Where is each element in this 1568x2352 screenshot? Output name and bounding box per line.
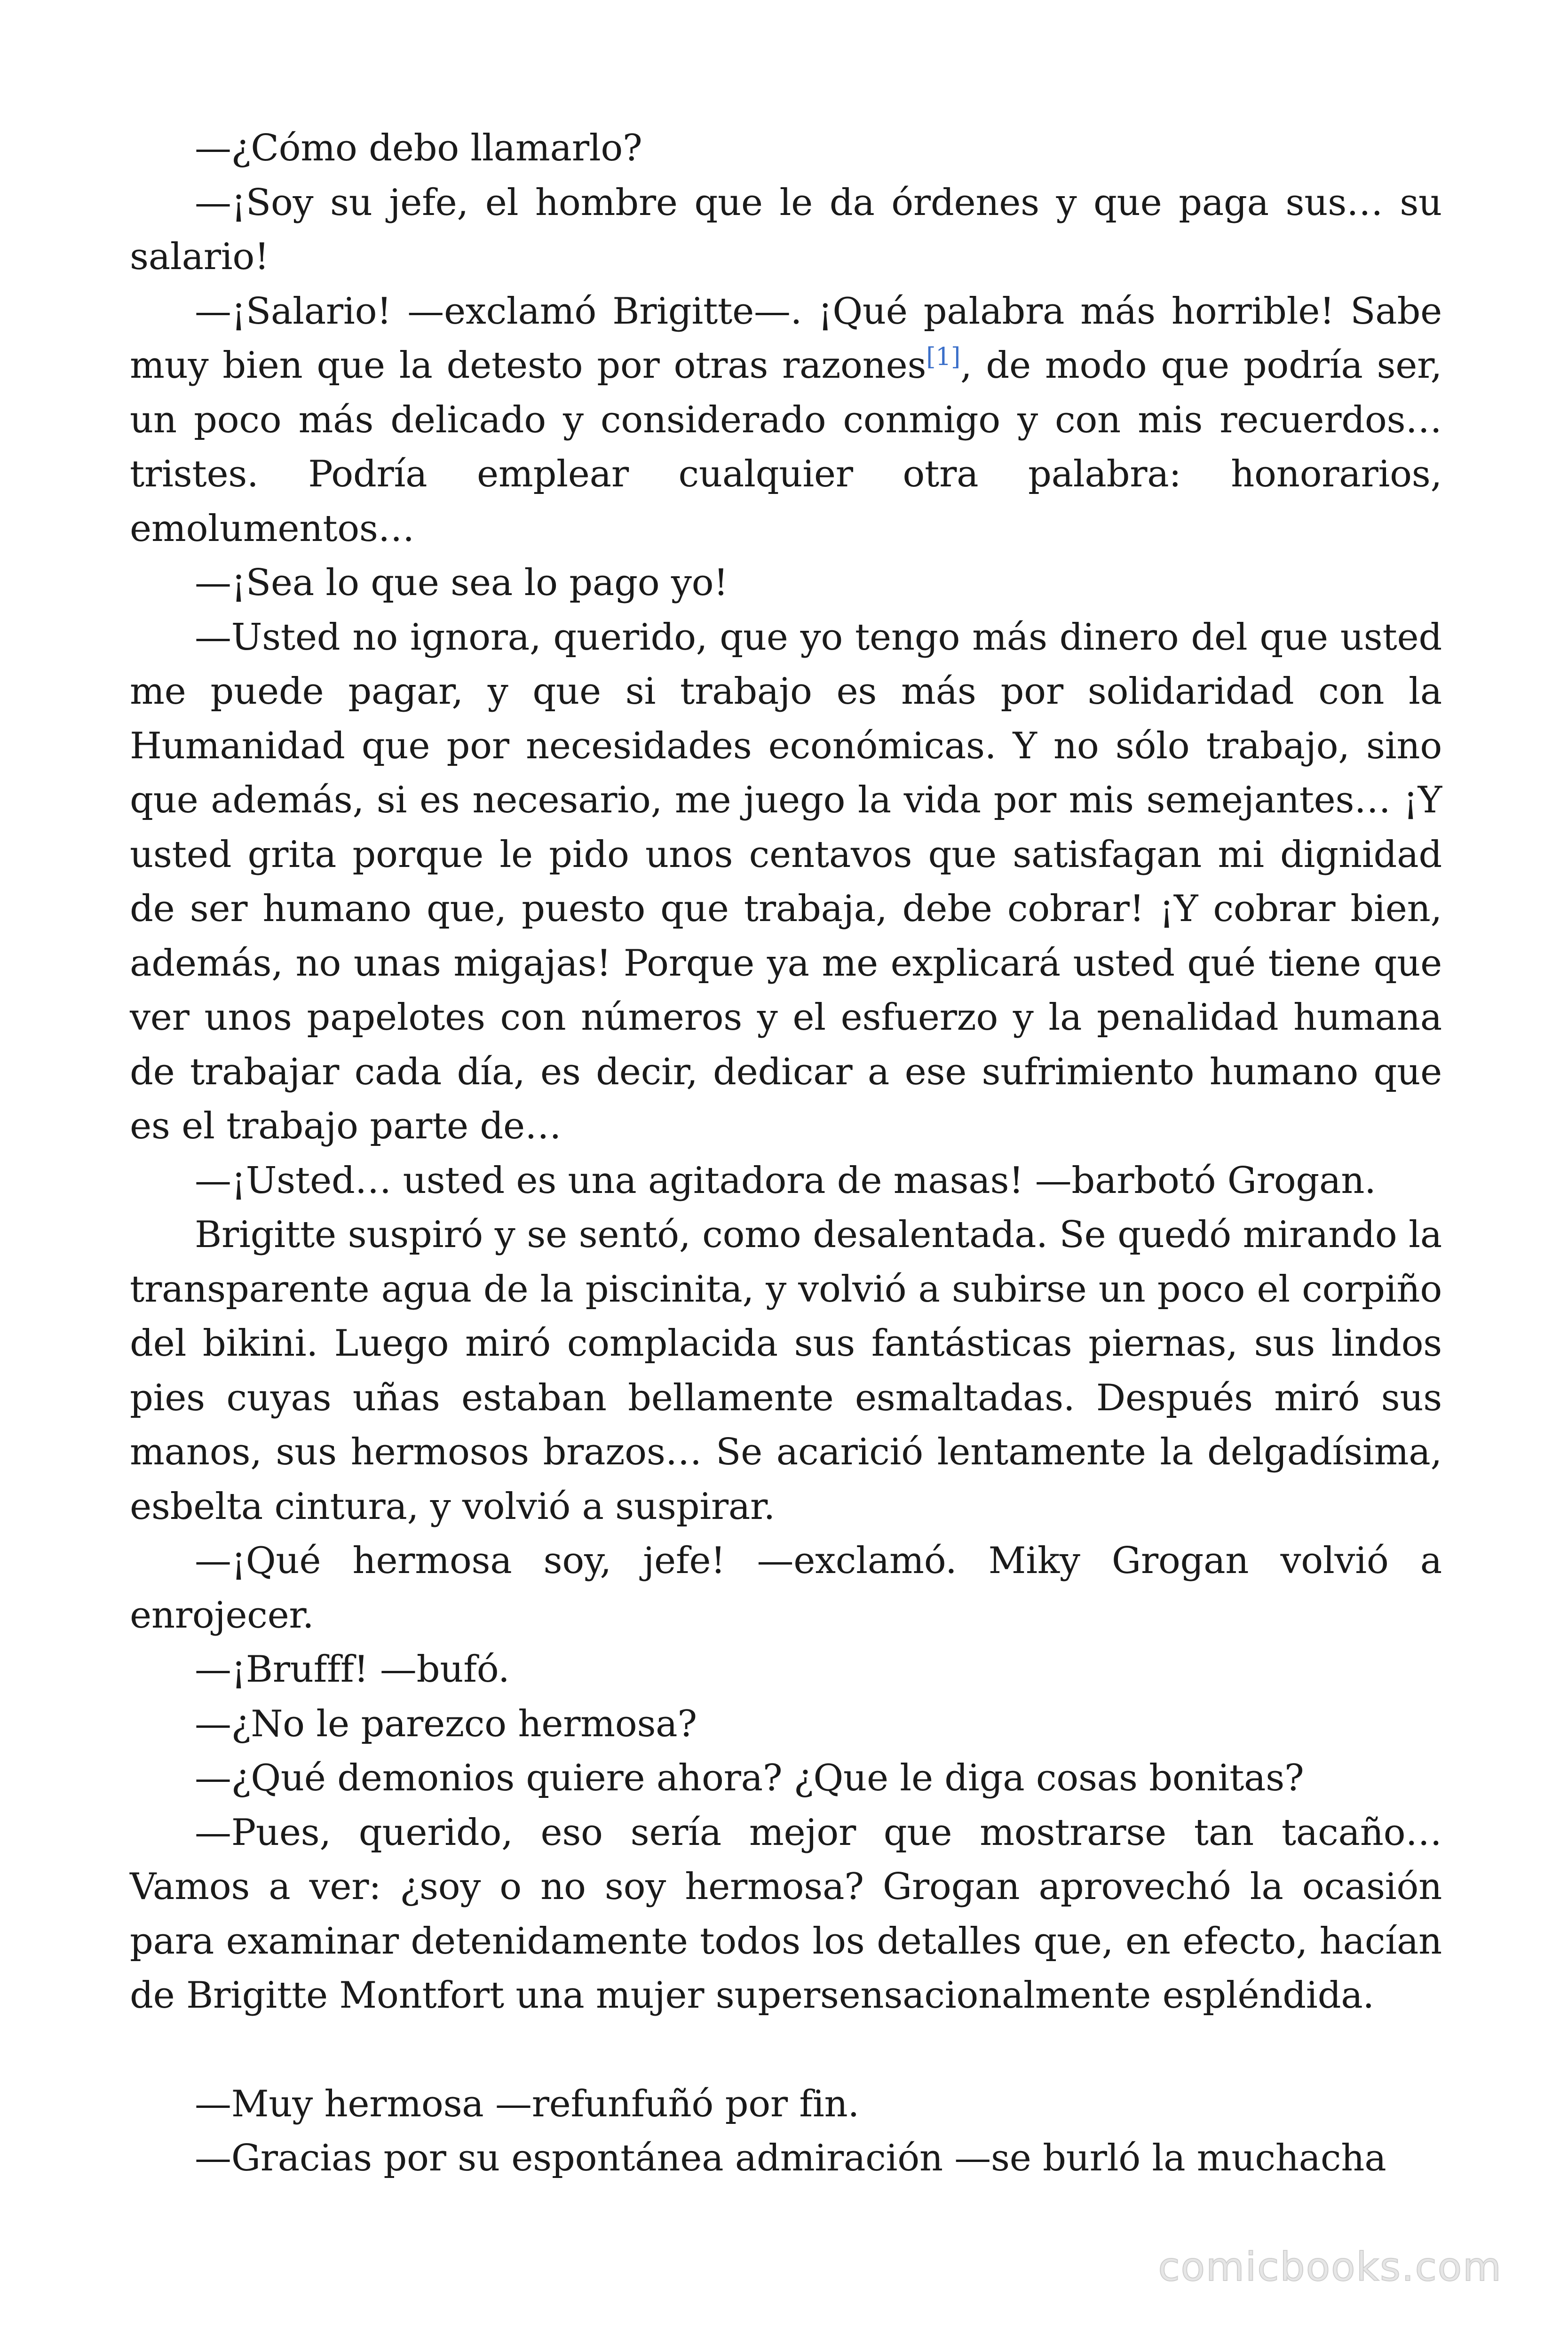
paragraph-continuation: , de modo que podría ser, un poco más delicado y considerado conmigo y con mis recuerdos… tristes. Podría emplear cualquier otra palabra: honorarios, emolumentos… <box>130 344 1442 550</box>
paragraph: Brigitte suspiró y se sentó, como desalentada. Se quedó mirando la transparente agua de la piscinita, y volvió a subirse un poco el corpiño del bikini. Luego miró complacida sus fantásticas piernas, sus lindos pies cuyas uñas estaban bellamente esmaltadas. Después miró sus manos, sus hermosos brazos… Se acarició lentamente la delgadísima, esbelta cintura, y volvió a suspirar. <box>130 1214 1442 1528</box>
paragraph-with-footnote <box>130 285 1442 556</box>
watermark-text: comicbooks.com <box>1158 2244 1502 2290</box>
paragraph: —¿No le parezco hermosa? <box>195 1702 697 1745</box>
paragraph: —Usted no ignora, querido, que yo tengo más dinero del que usted me puede pagar, y que si trabajo es más por solidaridad con la Humanidad que por necesidades económicas. Y no sólo trabajo, sino que además, si es necesario, me juego la vida por mis semejantes… ¡Y usted grita porque le pido unos centavos que satisfagan mi dignidad de ser humano que, puesto que trabaja, debe cobrar! ¡Y cobrar bien, además, no unas migajas! Porque ya me explicará usted qué tiene que ver unos papelotes con números y el esfuerzo y la penalidad humana de trabajar cada día, es decir, dedicar a ese sufrimiento humano que es el trabajo parte de… <box>130 616 1442 1147</box>
paragraph: —¡Sea lo que sea lo pago yo! <box>195 562 729 604</box>
body-text <box>130 121 1442 2186</box>
paragraph: —¡Brufff! —bufó. <box>195 1648 510 1691</box>
paragraph: —Gracias por su espontánea admiración —se burló la muchacha <box>195 2137 1386 2179</box>
paragraph: —¿Cómo debo llamarlo? <box>195 127 642 169</box>
paragraph: —¿Qué demonios quiere ahora? ¿Que le diga cosas bonitas? <box>195 1757 1304 1799</box>
paragraph: —Pues, querido, eso sería mejor que mostrarse tan tacaño… Vamos a ver: ¿soy o no soy hermosa? Grogan aprovechó la ocasión para examinar detenidamente todos los detalles que, en efecto, hacían de Brigitte Montfort una mujer supersensacionalmente espléndida. <box>130 1811 1442 2017</box>
paragraph: —¡Usted… usted es una agitadora de masas! —barbotó Grogan. <box>195 1159 1376 1202</box>
paragraph: —Muy hermosa —refunfuñó por fin. <box>195 2082 859 2125</box>
paragraph: —¡Qué hermosa soy, jefe! —exclamó. Miky Grogan volvió a enrojecer. <box>130 1540 1442 1637</box>
paragraph: —¡Soy su jefe, el hombre que le da órdenes y que paga sus… su salario! <box>130 181 1442 278</box>
paragraph-text: —¡Salario! —exclamó Brigitte—. ¡Qué palabra más horrible! Sabe muy bien que la detesto por otras razones <box>130 290 1442 387</box>
footnote-link[interactable]: [1] <box>926 343 960 371</box>
